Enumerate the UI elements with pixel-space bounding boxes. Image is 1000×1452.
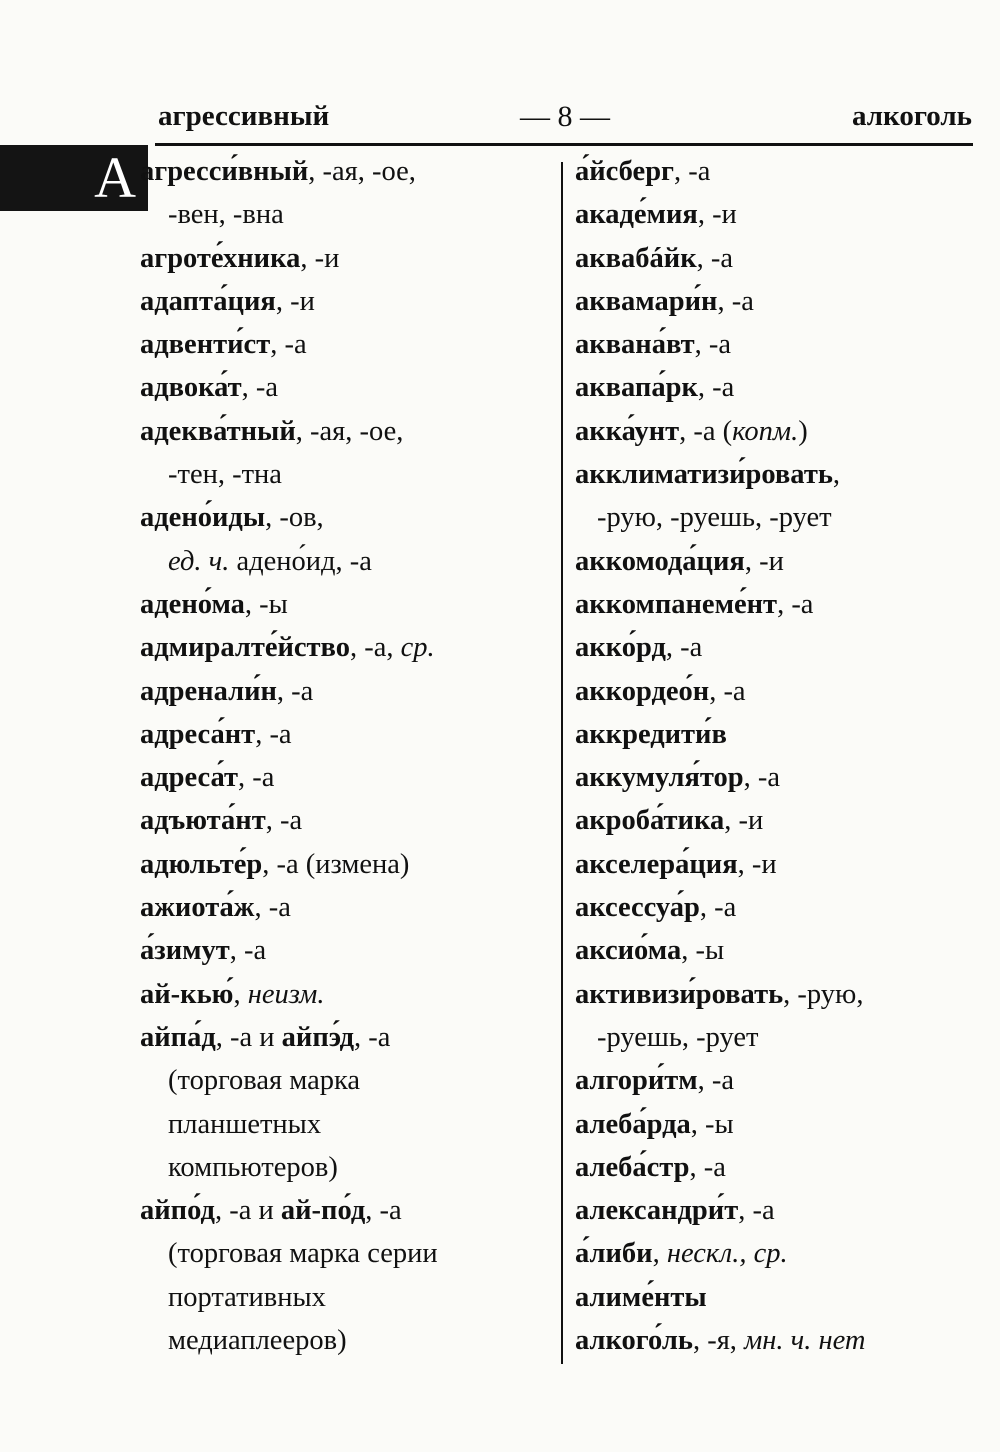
dictionary-entry	[575, 583, 995, 626]
entry-text: , -а	[241, 372, 279, 404]
dictionary-entry	[140, 583, 550, 626]
headword: аксио́ма	[575, 935, 682, 967]
dictionary-entry	[575, 193, 995, 236]
left-column	[140, 150, 550, 1362]
dictionary-entry	[575, 756, 995, 799]
entry-text: , -а	[276, 675, 314, 707]
dictionary-entry	[575, 670, 995, 713]
column-divider	[561, 162, 563, 1364]
headword: александри́т	[575, 1195, 739, 1227]
dictionary-entry	[575, 410, 995, 453]
entry-continuation	[575, 1016, 995, 1059]
dictionary-entry	[575, 237, 995, 280]
entry-text: , -а и	[214, 1195, 281, 1227]
entry-text: , -а	[265, 805, 303, 837]
headword: адапта́ция	[140, 285, 276, 317]
entry-text: , -и	[300, 242, 340, 274]
dictionary-entry	[140, 843, 550, 886]
headword: аквана́вт	[575, 329, 695, 361]
headword: адено́иды	[140, 502, 266, 534]
entry-text: , -ая, -ое,	[308, 156, 416, 187]
dictionary-entry	[140, 496, 550, 539]
entry-text: -рую, -руешь, -рует	[597, 502, 832, 534]
header-last-word: алкоголь	[851, 100, 972, 132]
dictionary-entry	[140, 366, 550, 409]
headword: адвенти́ст	[140, 329, 271, 361]
entry-continuation	[140, 1276, 550, 1319]
entry-text: , -а	[694, 329, 732, 361]
headword: акка́унт	[575, 415, 680, 447]
headword: аккредити́в	[575, 718, 727, 750]
headword: алеба́рда	[575, 1108, 691, 1140]
headword: айпо́д	[140, 1195, 215, 1227]
headword: аккордео́н	[575, 675, 710, 707]
dictionary-entry	[140, 1016, 550, 1059]
entry-text: -тен, -тна	[168, 459, 282, 491]
entry-text: портативных	[168, 1281, 326, 1313]
headword: аквамари́н	[575, 285, 718, 317]
dictionary-entry	[575, 843, 995, 886]
headword: аквапа́рк	[575, 372, 698, 404]
entry-text: , -ы	[244, 588, 288, 620]
entry-text: ,	[652, 1238, 667, 1270]
dictionary-entry	[575, 150, 995, 193]
headword: айпа́д	[140, 1021, 216, 1053]
headword: активизи́ровать	[575, 978, 784, 1010]
headword: а́йсберг	[575, 156, 674, 187]
dictionary-entry	[575, 1232, 995, 1275]
entry-text: , -а	[696, 242, 734, 274]
dictionary-entry	[140, 886, 550, 929]
headword: алеба́стр	[575, 1151, 690, 1183]
entry-continuation	[140, 453, 550, 496]
entry-text: , -а	[238, 762, 275, 794]
entry-text: (торговая марка серии	[168, 1238, 438, 1270]
headword: айпэ́д	[281, 1021, 355, 1053]
entry-text: , -а,	[350, 632, 401, 664]
entry-text: , -я,	[692, 1325, 745, 1357]
dictionary-entry	[575, 280, 995, 323]
headword: алкого́ль	[575, 1325, 693, 1357]
grammar-note: нескл., ср.	[666, 1238, 788, 1270]
entry-text: , -а	[254, 892, 291, 924]
entry-text: , -ая, -ое,	[295, 415, 404, 447]
entry-text: , -а	[229, 935, 267, 967]
headword: адренали́н	[140, 675, 277, 707]
dictionary-entry	[575, 1146, 995, 1189]
entry-text: , -ы	[690, 1108, 734, 1140]
entry-text: -вен, -вна	[168, 199, 284, 231]
dictionary-entry	[140, 323, 550, 366]
entry-text: , -а	[697, 1065, 735, 1097]
entry-text: , -а	[738, 1195, 775, 1227]
header-rule	[155, 143, 973, 146]
entry-text: , -и	[724, 805, 764, 837]
headword: акселера́ция	[575, 848, 738, 880]
headword: а́зимут	[140, 935, 230, 967]
headword: адвока́т	[140, 372, 242, 404]
entry-text: , -а	[665, 632, 703, 664]
headword: а́либи	[575, 1238, 653, 1270]
entry-text: )	[798, 415, 808, 447]
entry-text: компьютеров)	[168, 1151, 338, 1183]
dictionary-entry	[575, 1319, 995, 1362]
headword: адеква́тный	[140, 415, 296, 447]
entry-continuation	[140, 1059, 550, 1102]
dictionary-entry	[575, 929, 995, 972]
headword: агресси́вный	[140, 156, 309, 187]
entry-text: , -а	[699, 892, 737, 924]
entry-text: , -а	[777, 588, 814, 620]
headword: алиме́нты	[575, 1281, 707, 1313]
entry-text: , -а	[674, 156, 711, 187]
headword: акко́рд	[575, 632, 666, 664]
page-number: — 8 —	[520, 100, 610, 133]
headword: адреса́т	[140, 762, 239, 794]
dictionary-entry	[140, 670, 550, 713]
entry-text: , -а (измена)	[262, 848, 410, 880]
entry-text: , -и	[697, 199, 737, 231]
entry-text: , -а (	[679, 415, 733, 447]
dictionary-entry	[575, 973, 995, 1016]
dictionary-entry	[140, 713, 550, 756]
headword: аккомода́ция	[575, 545, 745, 577]
entry-text: -руешь, -рует	[597, 1021, 759, 1053]
dictionary-entry	[575, 1276, 995, 1319]
dictionary-entry	[140, 150, 550, 193]
headword: акаде́мия	[575, 199, 698, 231]
headword: алгори́тм	[575, 1065, 698, 1097]
dictionary-entry	[140, 1189, 550, 1232]
headword: адюльте́р	[140, 848, 263, 880]
headword: адено́ма	[140, 588, 245, 620]
headword: адъюта́нт	[140, 805, 266, 837]
right-column	[575, 150, 995, 1362]
dictionary-entry	[140, 626, 550, 669]
dictionary-entry	[140, 973, 550, 1016]
headword: ай-кью́	[140, 978, 234, 1010]
headword: аккомпанеме́нт	[575, 588, 778, 620]
dictionary-entry	[140, 799, 550, 842]
headword: аккумуля́тор	[575, 762, 744, 794]
dictionary-entry	[575, 453, 995, 496]
entry-text: , -а	[709, 675, 746, 707]
dictionary-entry	[140, 410, 550, 453]
entry-text: , -а	[255, 718, 292, 750]
dictionary-entry	[140, 237, 550, 280]
dictionary-entry	[575, 713, 995, 756]
headword: адреса́нт	[140, 718, 256, 750]
grammar-note: неизм.	[247, 978, 325, 1010]
entry-text: адено́ид, -а	[229, 545, 372, 577]
entry-continuation	[140, 1146, 550, 1189]
headword: акроба́тика	[575, 805, 725, 837]
entry-text: , -и	[744, 545, 784, 577]
entry-continuation	[575, 496, 995, 539]
entry-text: , -а	[689, 1151, 726, 1183]
entry-text: (торговая марка	[168, 1065, 361, 1097]
entry-continuation	[140, 1319, 550, 1362]
headword: ажиота́ж	[140, 892, 255, 924]
entry-text: ,	[233, 978, 248, 1010]
grammar-note: мн. ч. нет	[744, 1325, 866, 1357]
dictionary-entry	[575, 626, 995, 669]
headword: аксессуа́р	[575, 892, 700, 924]
dictionary-entry	[575, 886, 995, 929]
entry-continuation	[140, 1103, 550, 1146]
entry-text: , -а	[697, 372, 735, 404]
grammar-note: ср.	[400, 632, 435, 664]
entry-text: ,	[832, 459, 841, 491]
headword: аквабáйк	[575, 242, 697, 274]
entry-text: , -а	[365, 1195, 402, 1227]
dictionary-entry	[575, 366, 995, 409]
entry-text: , -а	[743, 762, 781, 794]
headword: адмиралте́йство	[140, 632, 351, 664]
entry-text: , -а	[717, 285, 754, 317]
dictionary-entry	[575, 540, 995, 583]
dictionary-entry	[575, 799, 995, 842]
dictionary-entry	[575, 1103, 995, 1146]
header-first-word: агрессивный	[158, 100, 330, 132]
entry-text: , -и	[275, 285, 315, 317]
headword: ай-по́д	[280, 1195, 366, 1227]
entry-text: медиаплееров)	[168, 1325, 347, 1357]
dictionary-entry	[575, 323, 995, 366]
entry-text: планшетных	[168, 1108, 322, 1140]
entry-continuation	[140, 1232, 550, 1275]
headword: акклиматизи́ровать	[575, 459, 833, 491]
entry-text: , -ов,	[265, 502, 324, 534]
dictionary-entry	[140, 756, 550, 799]
alphabet-tab: А	[0, 145, 148, 211]
headword: агроте́хника	[140, 242, 301, 274]
entry-continuation	[140, 193, 550, 236]
dictionary-entry	[140, 929, 550, 972]
entry-continuation	[140, 540, 550, 583]
grammar-note: ед. ч.	[168, 545, 230, 577]
dictionary-entry	[575, 1189, 995, 1232]
dictionary-entry	[575, 1059, 995, 1102]
entry-text: , -и	[737, 848, 777, 880]
entry-text: , -а	[354, 1021, 391, 1053]
dictionary-entry	[140, 280, 550, 323]
entry-text: , -а	[270, 329, 307, 361]
entry-text: , -а и	[215, 1021, 282, 1053]
entry-text: , -рую,	[783, 978, 864, 1010]
grammar-note: копм.	[732, 415, 799, 447]
entry-text: , -ы	[681, 935, 725, 967]
